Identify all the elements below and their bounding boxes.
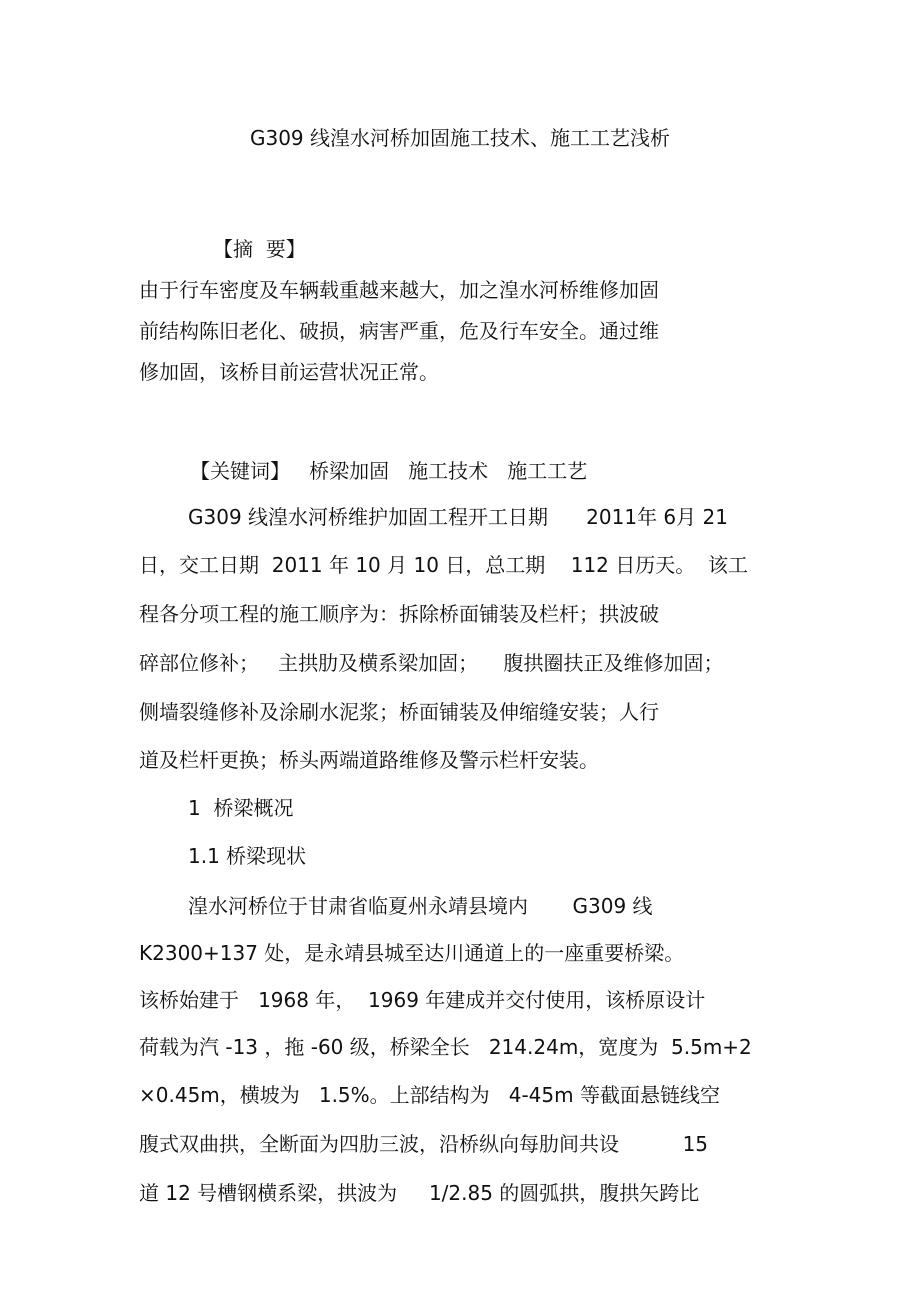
abstract-line: 修加固，该桥目前运营状况正常。 [139, 360, 439, 384]
body-line: 程各分项工程的施工顺序为：拆除桥面铺装及栏杆；拱波破 [139, 602, 659, 626]
body-line: G309 线湟水河桥维护加固工程开工日期 2011年 6月 21 [188, 505, 728, 529]
body-line: 道 12 号槽钢横系梁，拱波为 1/2.85 的圆弧拱，腹拱矢跨比 [139, 1181, 700, 1205]
body-line: K2300+137 处，是永靖县城至达川通道上的一座重要桥梁。 [139, 941, 685, 965]
document-title: G309 线湟水河桥加固施工技术、施工工艺浅析 [249, 126, 671, 150]
subsection-heading: 1.1 桥梁现状 [188, 844, 307, 868]
body-line: ×0.45m，横坡为 1.5%。上部结构为 4-45m 等截面悬链线空 [139, 1083, 720, 1107]
keywords-line: 【关键词】 桥梁加固 施工技术 施工工艺 [190, 459, 588, 483]
abstract-heading: 【摘 要】 [213, 237, 306, 261]
body-line: 侧墙裂缝修补及涂刷水泥浆；桥面铺装及伸缩缝安装；人行 [139, 700, 659, 724]
body-line: 腹式双曲拱，全断面为四肋三波，沿桥纵向每肋间共设 15 [139, 1132, 709, 1156]
body-line: 日，交工日期 2011 年 10 月 10 日，总工期 112 日历天。 该工 [139, 553, 748, 577]
abstract-line: 前结构陈旧老化、破损，病害严重，危及行车安全。通过维 [139, 319, 659, 343]
body-line: 湟水河桥位于甘肃省临夏州永靖县境内 G309 线 [188, 894, 653, 918]
body-line: 该桥始建于 1968 年， 1969 年建成并交付使用，该桥原设计 [139, 988, 706, 1012]
body-line: 碎部位修补； 主拱肋及横系梁加固； 腹拱圈扶正及维修加固； [139, 651, 724, 675]
abstract-line: 由于行车密度及车辆载重越来越大，加之湟水河桥维修加固 [139, 278, 659, 302]
body-line: 荷载为汽 -13 ，拖 -60 级，桥梁全长 214.24m，宽度为 5.5m+2 [139, 1035, 752, 1059]
body-line: 道及栏杆更换；桥头两端道路维修及警示栏杆安装。 [139, 748, 599, 772]
section-heading: 1 桥梁概况 [188, 796, 294, 820]
